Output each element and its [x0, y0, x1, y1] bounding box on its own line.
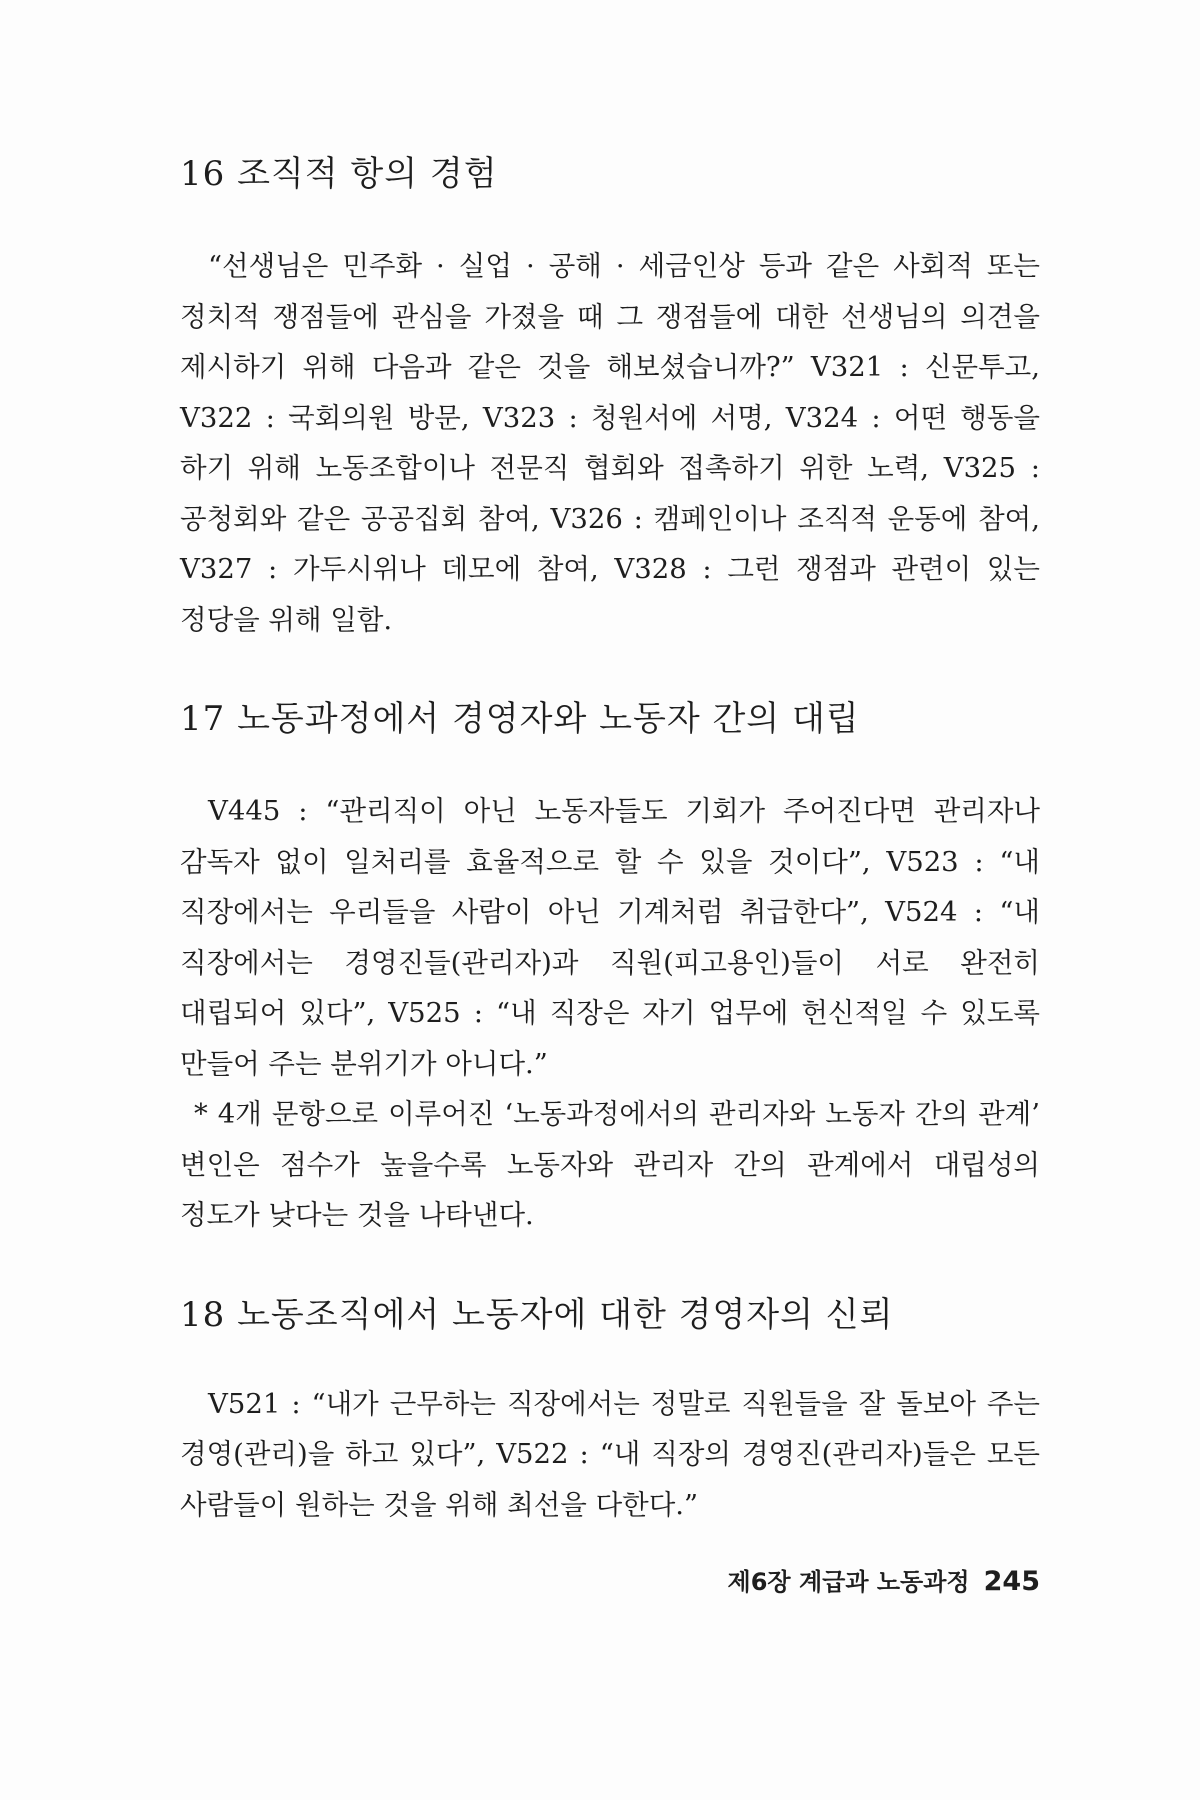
section-17 [180, 695, 1040, 1241]
page-content [180, 150, 1040, 1530]
section-16 [180, 150, 1040, 645]
section-paragraph: “선생님은 민주화 · 실업 · 공해 · 세금인상 등과 같은 사회적 또는 정치적 쟁점들에 관심을 가졌을 때 그 쟁점들에 대한 선생님의 의견을 제시하기 위해 다음과 같은 것을 해보셨습니까?” V321 : 신문투고, V322 : 국회의원 방문, V323 : 청원서에 서명, V324 : 어떤 행동을 하기 위해 노동조합이나 전문직 협회와 접촉하기 위한 노력, V325 : 공청회와 같은 공공집회 참여, V326 : 캠페인이나 조직적 운동에 참여, V327 : 가두시위나 데모에 참여, V328 : 그런 쟁점과 관련이 있는 정당을 위해 일함. [180, 250, 1040, 636]
page-footer [700, 1565, 1040, 1599]
section-paragraph: V521 : “내가 근무하는 직장에서는 정말로 직원들을 잘 돌보아 주는 경영(관리)을 하고 있다”, V522 : “내 직장의 경영진(관리자)들은 모든 사람들이 원하는 것을 위해 최선을 다한다.” [180, 1387, 1040, 1521]
section-18 [180, 1291, 1040, 1531]
running-footer-chapter: 제6장 계급과 노동과정 [727, 1568, 970, 1596]
page-number: 245 [983, 1566, 1040, 1597]
section-note: * 4개 문항으로 이루어진 ‘노동과정에서의 관리자와 노동자 간의 관계’ 변인은 점수가 높을수록 노동자와 관리자 간의 관계에서 대립성의 정도가 낮다는 것을 나타낸다. [180, 1098, 1040, 1231]
section-paragraph: V445 : “관리직이 아닌 노동자들도 기회가 주어진다면 관리자나 감독자 없이 일처리를 효율적으로 할 수 있을 것이다”, V523 : “내 직장에서는 우리들을 사람이 아닌 기계처럼 취급한다”, V524 : “내 직장에서는 경영진들(관리자)과 직원(피고용인)들이 서로 완전히 대립되어 있다”, V525 : “내 직장은 자기 업무에 헌신적일 수 있도록 만들어 주는 분위기가 아니다.” [180, 795, 1040, 1080]
section-heading: 18 노동조직에서 노동자에 대한 경영자의 신뢰 [180, 1294, 894, 1335]
section-heading: 17 노동과정에서 경영자와 노동자 간의 대립 [180, 699, 860, 739]
section-heading: 16 조직적 항의 경험 [180, 154, 498, 194]
